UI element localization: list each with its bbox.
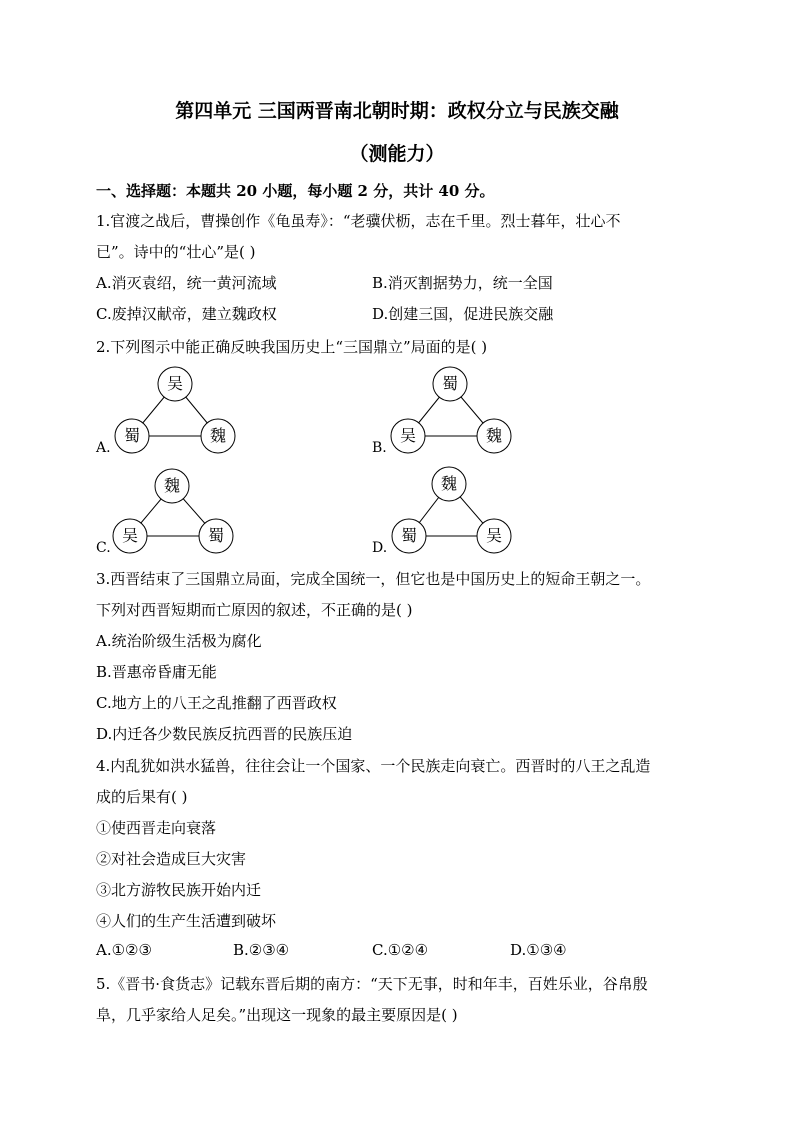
section-heading: 一、选择题：本题共 20 小题，每小题 2 分，共计 40 分。 bbox=[96, 182, 495, 200]
node-left: 吴 bbox=[399, 426, 417, 445]
node-top: 魏 bbox=[440, 474, 458, 493]
q4-option-b: B.②③④ bbox=[233, 941, 290, 959]
node-top: 蜀 bbox=[441, 374, 459, 393]
q1-option-b: B.消灭割据势力，统一全国 bbox=[372, 274, 553, 292]
node-left: 吴 bbox=[121, 526, 139, 545]
page-subtitle: （测能力） bbox=[349, 143, 445, 165]
q4-statement-3: ③北方游牧民族开始内迁 bbox=[96, 881, 262, 899]
diagram-d-label: D. bbox=[372, 540, 388, 556]
diagram-b bbox=[386, 364, 516, 456]
q3-stem-line1: 3.西晋结束了三国鼎立局面，完成全国统一，但它也是中国历史上的短命王朝之一。 bbox=[96, 570, 651, 588]
node-right: 吴 bbox=[485, 526, 503, 545]
node-top: 吴 bbox=[166, 374, 184, 393]
node-right: 蜀 bbox=[207, 526, 225, 545]
diagram-d bbox=[386, 464, 516, 556]
q1-option-a: A.消灭袁绍，统一黄河流域 bbox=[96, 274, 277, 292]
q1-stem-line1: 1.官渡之战后，曹操创作《龟虽寿》：“老骥伏枥，志在千里。烈士暮年，壮心不 bbox=[96, 212, 621, 230]
node-right: 魏 bbox=[209, 426, 227, 445]
q2-stem: 2.下列图示中能正确反映我国历史上“三国鼎立”局面的是( ) bbox=[96, 338, 488, 356]
q5-stem-line2: 阜，几乎家给人足矣。”出现这一现象的最主要原因是( ) bbox=[96, 1006, 458, 1024]
diagram-c-label: C. bbox=[96, 540, 111, 556]
q1-option-d: D.创建三国，促进民族交融 bbox=[372, 305, 554, 323]
q4-option-c: C.①②④ bbox=[372, 941, 429, 959]
q3-option-b: B.晋惠帝昏庸无能 bbox=[96, 663, 217, 681]
diagram-a-label: A. bbox=[96, 440, 111, 456]
q3-option-d: D.内迁各少数民族反抗西晋的民族压迫 bbox=[96, 725, 353, 743]
q4-statement-2: ②对社会造成巨大灾害 bbox=[96, 850, 247, 868]
diagram-a bbox=[110, 364, 240, 456]
q4-statement-4: ④人们的生产生活遭到破坏 bbox=[96, 912, 277, 930]
q4-option-a: A.①②③ bbox=[96, 941, 152, 959]
diagram-c bbox=[108, 466, 238, 558]
node-top: 魏 bbox=[163, 476, 181, 495]
q4-statement-1: ①使西晋走向衰落 bbox=[96, 819, 217, 837]
q4-stem-line1: 4.内乱犹如洪水猛兽，往往会让一个国家、一个民族走向衰亡。西晋时的八王之乱造 bbox=[96, 757, 651, 775]
diagram-b-label: B. bbox=[372, 440, 387, 456]
q1-stem-line2: 已”。诗中的“壮心”是( ) bbox=[96, 243, 256, 261]
page-title: 第四单元 三国两晋南北朝时期：政权分立与民族交融 bbox=[175, 100, 619, 122]
q3-option-c: C.地方上的八王之乱推翻了西晋政权 bbox=[96, 694, 337, 712]
q4-stem-line2: 成的后果有( ) bbox=[96, 788, 188, 806]
q4-option-d: D.①③④ bbox=[510, 941, 567, 959]
node-left: 蜀 bbox=[123, 426, 141, 445]
q3-stem-line2: 下列对西晋短期而亡原因的叙述，不正确的是( ) bbox=[96, 601, 413, 619]
q3-option-a: A.统治阶级生活极为腐化 bbox=[96, 632, 262, 650]
node-right: 魏 bbox=[485, 426, 503, 445]
node-left: 蜀 bbox=[400, 526, 418, 545]
q1-option-c: C.废掉汉献帝，建立魏政权 bbox=[96, 305, 277, 323]
q5-stem-line1: 5.《晋书·食货志》记载东晋后期的南方：“天下无事，时和年丰，百姓乐业，谷帛殷 bbox=[96, 975, 648, 993]
